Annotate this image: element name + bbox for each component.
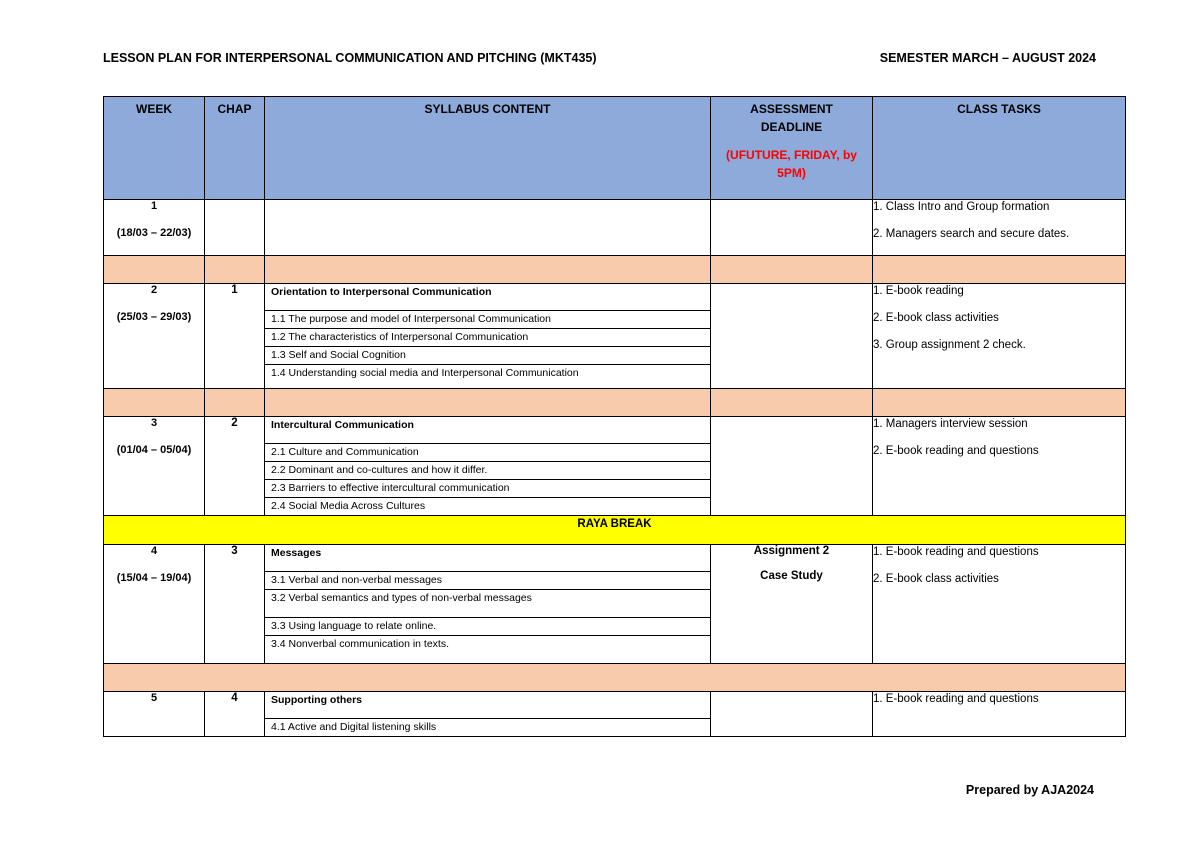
- table-row-week-1: [104, 200, 1126, 256]
- assessment-cell: [711, 545, 873, 664]
- syllabus-subtopic: 1.4 Understanding social media and Interpersonal Communication: [271, 367, 579, 379]
- task-item: 3. Group assignment 2 check.: [873, 339, 1026, 351]
- assessment-type: Case Study: [760, 570, 823, 582]
- task-item: 2. Managers search and secure dates.: [873, 228, 1070, 240]
- syllabus-subtopic: 1.2 The characteristics of Interpersonal Communication: [265, 329, 710, 347]
- assessment-cell: [711, 692, 873, 737]
- chap-cell: 2: [205, 417, 265, 516]
- document-title: LESSON PLAN FOR INTERPERSONAL COMMUNICATION AND PITCHING (MKT435): [103, 51, 597, 65]
- col-header-tasks: CLASS TASKS: [873, 97, 1126, 200]
- spacer-row: [104, 256, 1126, 284]
- week-cell: [104, 417, 205, 516]
- week-cell: [104, 284, 205, 389]
- table-row-week-4: [104, 545, 1126, 664]
- syllabus-subtopic: 2.1 Culture and Communication: [265, 444, 710, 462]
- syllabus-subtopic: 3.4 Nonverbal communication in texts.: [271, 638, 450, 650]
- raya-break-label: RAYA BREAK: [104, 516, 1126, 545]
- chap-cell: 3: [205, 545, 265, 664]
- week-cell: [104, 692, 205, 737]
- syllabus-subtopic: 1.3 Self and Social Cognition: [265, 347, 710, 365]
- task-item: 1. Class Intro and Group formation: [873, 201, 1050, 213]
- table-row-week-2: [104, 284, 1126, 389]
- syllabus-cell: [265, 417, 711, 516]
- week-number: 1: [150, 200, 158, 212]
- table-row-week-3: [104, 417, 1126, 516]
- week-dates: (01/04 – 05/04): [116, 444, 192, 456]
- syllabus-subtopic: 2.2 Dominant and co-cultures and how it differ.: [265, 462, 710, 480]
- week-number: 2: [150, 284, 158, 296]
- syllabus-subtopic: 1.1 The purpose and model of Interpersonal Communication: [265, 311, 710, 329]
- chap-cell: [205, 200, 265, 256]
- col-header-week: WEEK: [104, 97, 205, 200]
- deadline-note: (UFUTURE, FRIDAY, by 5PM): [726, 148, 857, 180]
- tasks-cell: [873, 284, 1126, 389]
- tasks-cell: [873, 200, 1126, 256]
- raya-break-row: [104, 516, 1126, 545]
- semester-label: SEMESTER MARCH – AUGUST 2024: [879, 51, 1096, 65]
- task-item: 1. E-book reading and questions: [873, 546, 1039, 558]
- syllabus-topic: Supporting others: [265, 692, 710, 719]
- col-header-chap: CHAP: [205, 97, 265, 200]
- tasks-cell: [873, 417, 1126, 516]
- week-cell: [104, 200, 205, 256]
- task-item: 1. Managers interview session: [873, 418, 1028, 430]
- chap-cell: 1: [205, 284, 265, 389]
- syllabus-cell: [265, 200, 711, 256]
- week-number: 3: [150, 417, 158, 429]
- syllabus-subtopic: 3.3 Using language to relate online.: [265, 618, 710, 636]
- spacer-row: [104, 664, 1126, 692]
- week-dates: (18/03 – 22/03): [116, 227, 192, 239]
- spacer-row: [104, 389, 1126, 417]
- syllabus-subtopic: 3.1 Verbal and non-verbal messages: [265, 572, 710, 590]
- week-number: 5: [150, 692, 158, 704]
- assessment-cell: [711, 200, 873, 256]
- week-dates: (25/03 – 29/03): [116, 311, 192, 323]
- week-number: 4: [150, 545, 158, 557]
- assessment-name: Assignment 2: [753, 545, 830, 557]
- syllabus-cell: [265, 545, 711, 664]
- syllabus-topic: Orientation to Interpersonal Communication: [265, 284, 710, 311]
- col-header-assessment: [711, 97, 873, 200]
- syllabus-subtopic: 2.3 Barriers to effective intercultural communication: [265, 480, 710, 498]
- task-item: 1. E-book reading: [873, 285, 964, 297]
- syllabus-cell: [265, 284, 711, 389]
- table-row-week-5: [104, 692, 1126, 737]
- task-item: 2. E-book class activities: [873, 573, 999, 585]
- lesson-plan-table: [103, 96, 1126, 737]
- tasks-cell: [873, 692, 1126, 737]
- syllabus-cell: [265, 692, 711, 737]
- assessment-cell: [711, 417, 873, 516]
- syllabus-subtopic: 3.2 Verbal semantics and types of non-verbal messages: [265, 590, 710, 618]
- task-item: 2. E-book class activities: [873, 312, 999, 324]
- prepared-by: Prepared by AJA2024: [965, 783, 1094, 797]
- syllabus-subtopic: 2.4 Social Media Across Cultures: [271, 500, 426, 512]
- task-item: 1. E-book reading and questions: [873, 693, 1039, 705]
- syllabus-subtopic: 4.1 Active and Digital listening skills: [271, 721, 437, 733]
- syllabus-topic: Intercultural Communication: [265, 417, 710, 444]
- week-cell: [104, 545, 205, 664]
- week-dates: (15/04 – 19/04): [116, 572, 192, 584]
- syllabus-topic: Messages: [265, 545, 710, 572]
- table-header-row: [104, 97, 1126, 200]
- col-header-syllabus: SYLLABUS CONTENT: [265, 97, 711, 200]
- assessment-header-line2: DEADLINE: [760, 120, 823, 134]
- assessment-cell: [711, 284, 873, 389]
- tasks-cell: [873, 545, 1126, 664]
- task-item: 2. E-book reading and questions: [873, 445, 1039, 457]
- assessment-header-line1: ASSESSMENT: [750, 102, 833, 116]
- chap-cell: 4: [205, 692, 265, 737]
